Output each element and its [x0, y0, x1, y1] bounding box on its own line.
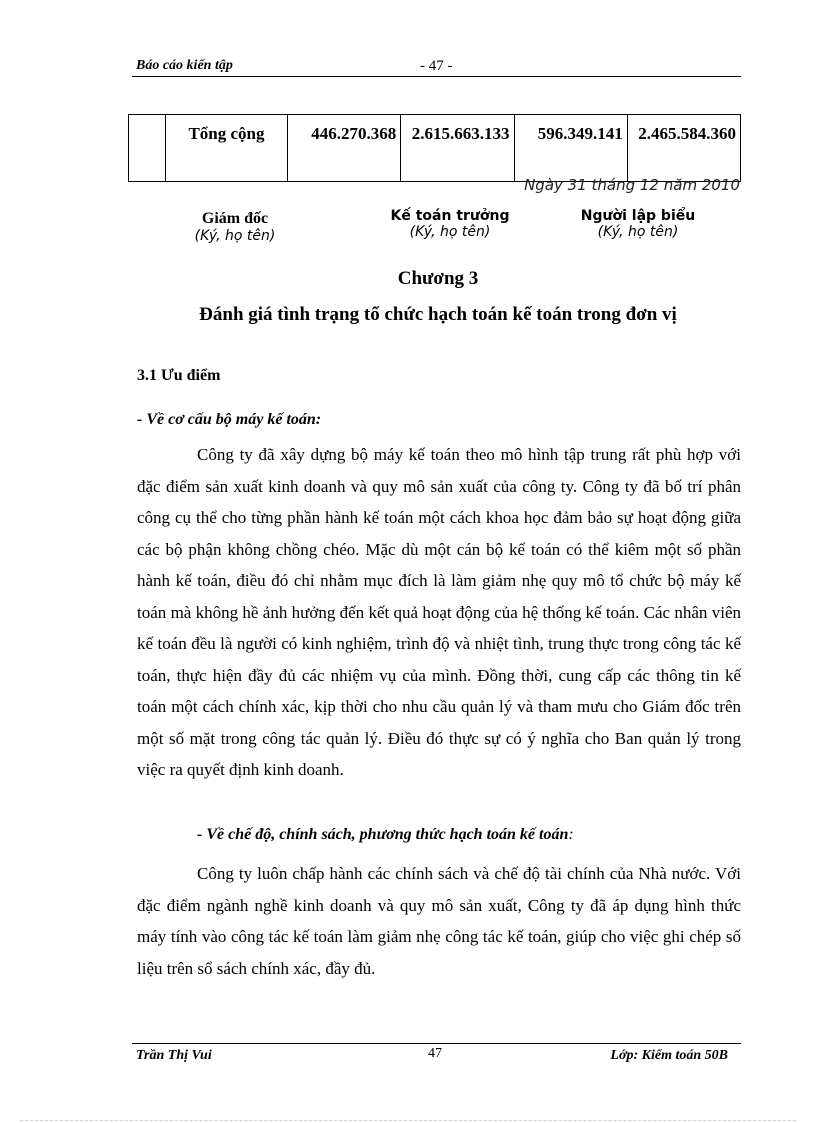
footer-class: Lớp: Kiểm toán 50B — [610, 1048, 728, 1063]
page-edge — [20, 1120, 796, 1121]
signature-note: (Ký, họ tên) — [194, 228, 276, 244]
signature-role: Kế toán trưởng — [390, 208, 510, 224]
chapter-title: Chương 3 — [397, 268, 479, 289]
signature-role: Người lập biểu — [580, 208, 696, 224]
subheading-accounting-policy — [197, 826, 574, 844]
section-heading: 3.1 Ưu điểm — [137, 367, 221, 384]
footer-page-number: 47 — [428, 1046, 442, 1061]
signature-preparer — [568, 208, 708, 240]
header-report-title: Báo cáo kiến tập — [136, 58, 233, 73]
header-page-number: - 47 - — [420, 58, 453, 74]
signature-note: (Ký, họ tên) — [597, 224, 679, 240]
subheading-text: - Về chế độ, chính sách, phương thức hạch toán kế toán — [197, 826, 569, 843]
paragraph-accounting-policy: Công ty luôn chấp hành các chính sách và chế độ tài chính của Nhà nước. Với đặc điểm ngành nghề kinh doanh và quy mô sản xuất, Công ty đã áp dụng hình thức máy tính vào công tác kế toán làm giảm nhẹ công tác kế toán, giúp cho việc ghi chép số liệu trên sổ sách chính xác, đầy đủ. — [137, 864, 741, 978]
totals-value-2: 2.615.663.133 — [401, 115, 514, 182]
date-line: Ngày 31 tháng 12 năm 2010 — [524, 176, 740, 194]
signature-note: (Ký, họ tên) — [409, 224, 491, 240]
table-row — [129, 115, 741, 182]
totals-table — [128, 114, 741, 182]
header-divider — [132, 76, 741, 77]
footer-divider — [132, 1043, 741, 1044]
totals-value-3: 596.349.141 — [514, 115, 627, 182]
footer-author: Trần Thị Vui — [136, 1048, 212, 1063]
signature-chief-accountant — [380, 208, 520, 240]
paragraph-accounting-structure: Công ty đã xây dựng bộ máy kế toán theo mô hình tập trung rất phù hợp với đặc điểm sản xuất kinh doanh và quy mô sản xuất của công ty. Công ty đã bố trí phân công cụ thể cho từng phần hành kế toán một cách khoa học đảm bảo sự hoạt động giữa các bộ phận không chồng chéo. Mặc dù một cán bộ kế toán có thể kiêm một số phần hành kế toán, điều đó chỉ nhằm mục đích là làm giảm nhẹ quy mô tổ chức bộ máy kế toán mà không hề ảnh hưởng đến kết quả hoạt động của hệ thống kế toán. Các nhân viên kế toán đều là người có kinh nghiệm, trình độ và nhiệt tình, trung thực trong công tác kế toán, thực hiện đầy đủ các nhiệm vụ của mình. Đồng thời, cung cấp các thông tin kế toán một cách chính xác, kịp thời cho nhu cầu quản lý và tham mưu cho Giám đốc trên một số mặt trong công tác quản lý. Điều đó thực sự có ý nghĩa cho Ban quản lý trong việc ra quyết định kinh doanh. — [137, 445, 741, 779]
totals-value-1: 446.270.368 — [288, 115, 401, 182]
totals-value-4: 2.465.584.360 — [627, 115, 740, 182]
signature-role: Giám đốc — [201, 210, 269, 227]
subheading-colon: : — [568, 826, 574, 843]
signature-director — [180, 210, 290, 244]
table-cell-empty — [129, 115, 166, 182]
subheading-accounting-structure: - Về cơ cấu bộ máy kế toán: — [137, 411, 322, 428]
totals-label: Tổng cộng — [166, 115, 288, 182]
chapter-subtitle: Đánh giá tình trạng tổ chức hạch toán kế toán trong đơn vị — [199, 304, 677, 325]
